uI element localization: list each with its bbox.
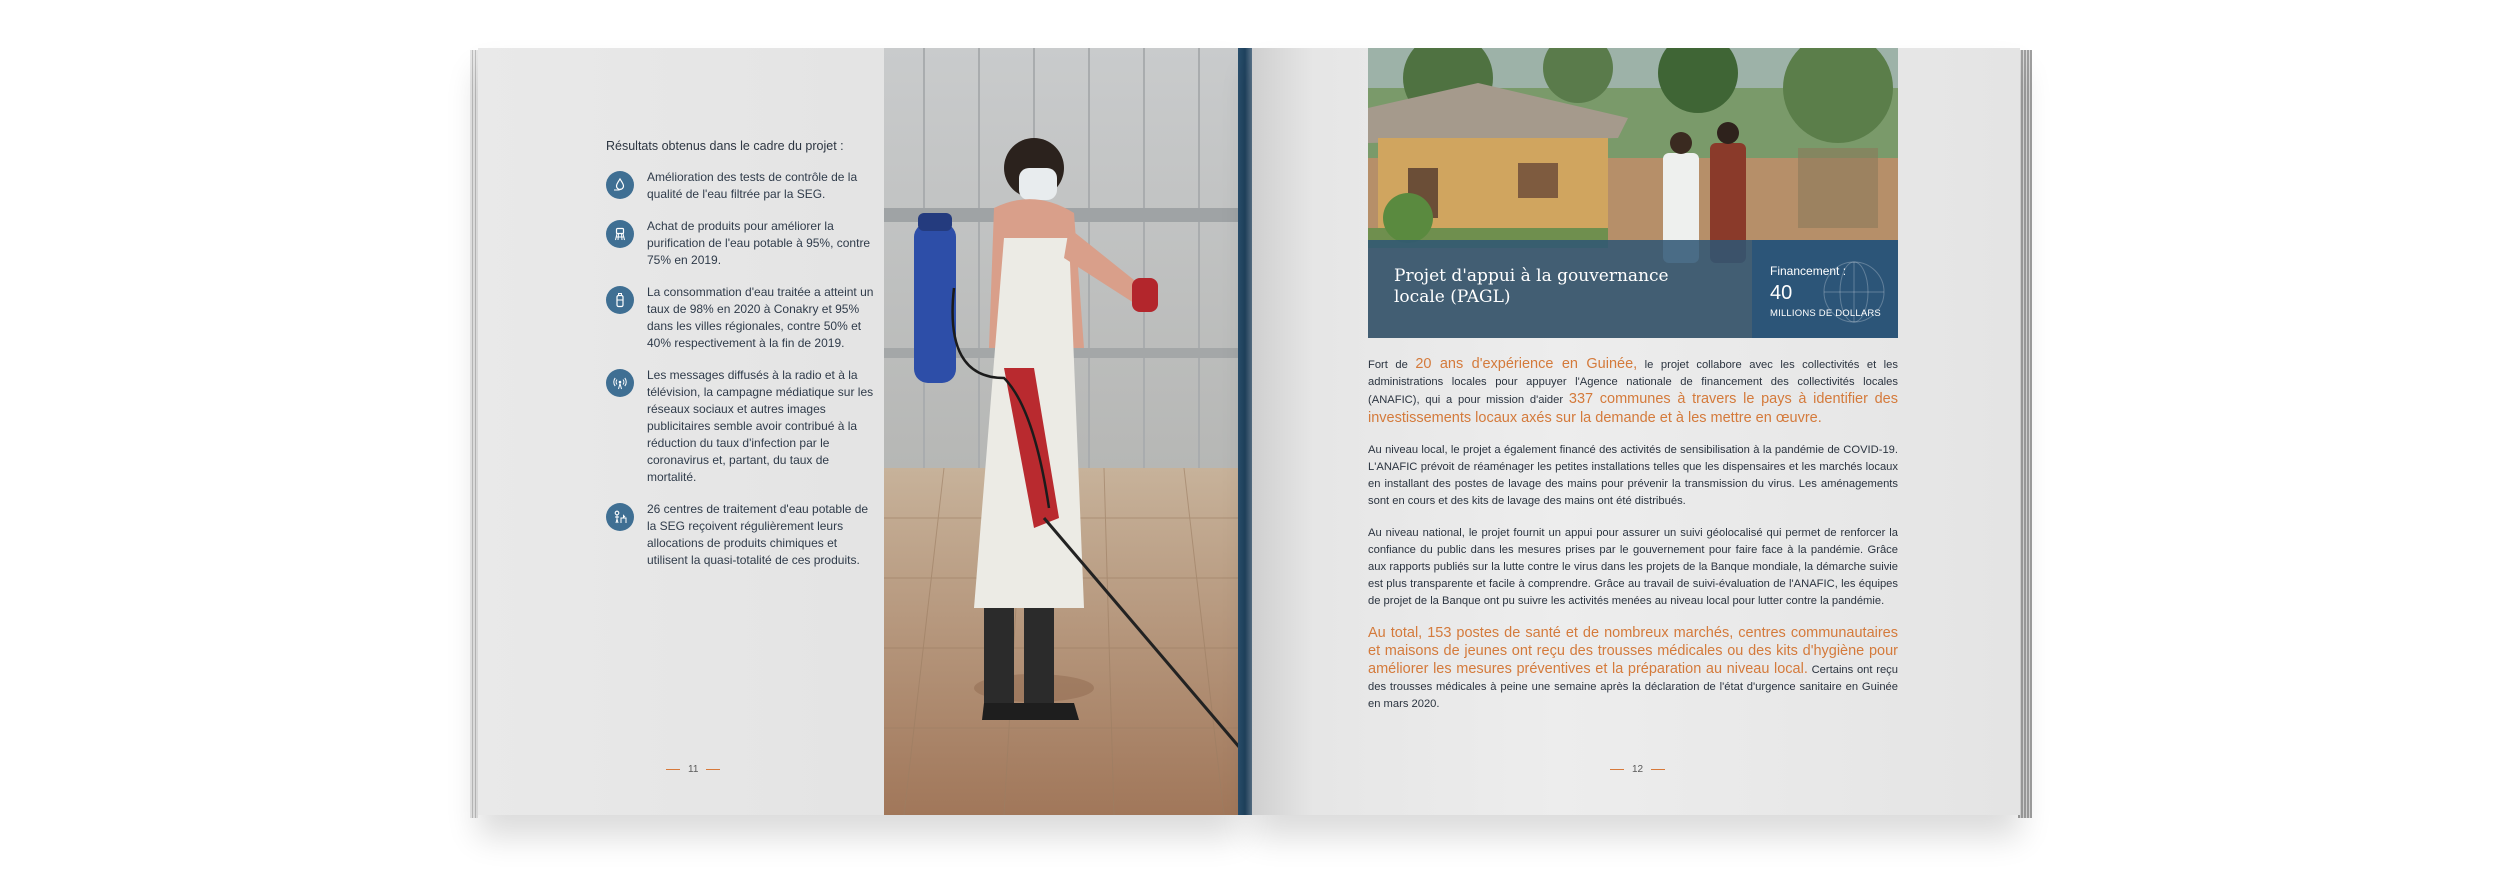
project-hero	[1368, 48, 1898, 338]
page-number: 11	[658, 764, 728, 775]
right-page	[1252, 48, 2020, 815]
result-text: La consommation d'eau traitée a atteint un taux de 98% en 2020 à Conakry et 95% dans les villes régionales, contre 50% et 40% respectivement à la fin de 2019.	[647, 285, 874, 350]
book-spine-gutter	[1238, 48, 1252, 815]
results-section	[606, 138, 876, 584]
result-item	[606, 367, 876, 486]
result-text: Les messages diffusés à la radio et à la télévision, la campagne médiatique sur les réseaux sociaux et autres images publicitaires semble avoir contribué à la réduction du taux d'infection par le coronavirus et, partant, du taux de mortalité.	[647, 368, 874, 484]
result-item	[606, 284, 876, 352]
treatment-center-icon	[606, 503, 634, 531]
results-heading: Résultats obtenus dans le cadre du projet :	[606, 139, 844, 153]
funding-box	[1752, 240, 1898, 338]
highlight-text: 20 ans d'expérience en Guinée,	[1415, 356, 1638, 372]
body-text	[1368, 356, 1898, 728]
funding-amount: 40	[1770, 282, 1793, 304]
funding-unit: MILLIONS DE DOLLARS	[1770, 308, 1881, 319]
sprayer-worker-photo	[884, 48, 1240, 815]
highlight-text: Au total, 153 postes de santé et de nombreux marchés, centres communautaires et maisons de jeunes ont reçu des trousses médicales ou des kits d'hygiène pour améliorer les mesures préventives et la préparation au niveau local.	[1368, 624, 1898, 678]
highlight-text: 337 communes à travers le pays à identifier des investissements locaux axés sur la demande et à les mettre en œuvre.	[1368, 391, 1898, 426]
paragraph-national-level: Au niveau national, le projet fournit un appui pour assurer un suivi géolocalisé qui permet de renforcer la confiance du public dans les mesures prises par le gouvernement pour faire face à la pandémie. Grâce aux rapports publiés sur la lutte contre le virus dans les projets de la Banque mondiale, la démarche suivie est plus transparente et facile à comprendre. Grâce au travail de suivi-évaluation de l'ANAFIC, les équipes de projet de la Banque ont pu suivre les activités menées au niveau local pour lutter contre la pandémie.	[1368, 526, 1898, 608]
broadcast-antenna-icon	[606, 369, 634, 397]
water-bottle-icon	[606, 286, 634, 314]
water-drop-hand-icon	[606, 171, 634, 199]
paragraph-local-level: Au niveau local, le projet a également financé des activités de sensibilisation à la pandémie de COVID-19. L'ANAFIC prévoit de réaménager les petites installations telles que les dispensaires et les marchés locaux en installant des postes de lavage des mains pour prévenir la transmission du virus. Les aménagements sont en cours et des kits de lavage des mains ont été distribués.	[1368, 443, 1898, 508]
funding-label: Financement :	[1770, 264, 1847, 278]
project-banner	[1368, 240, 1898, 338]
project-title: Projet d'appui à la gouvernance locale (PAGL)	[1394, 266, 1669, 307]
result-item	[606, 501, 876, 569]
paragraph-total: Au total, 153 postes de santé et de nombreux marchés, centres communautaires et maisons de jeunes ont reçu des trousses médicales ou des kits d'hygiène pour améliorer les mesures préventives et la préparation au niveau local. Certains ont reçu des trousses médicales à peine une semaine après la déclaration de l'état d'urgence sanitaire en Guinée en mars 2020.	[1368, 624, 1898, 711]
result-item	[606, 169, 876, 203]
book-page-stack-left	[470, 50, 478, 818]
left-page	[478, 48, 1240, 815]
water-tower-icon	[606, 220, 634, 248]
result-text: Amélioration des tests de contrôle de la qualité de l'eau filtrée par la SEG.	[647, 170, 858, 201]
result-item	[606, 218, 876, 269]
page-number: 12	[1602, 764, 1673, 775]
result-text: Achat de produits pour améliorer la purification de l'eau potable à 95%, contre 75% en 2019.	[647, 219, 871, 267]
paragraph-intro: Fort de 20 ans d'expérience en Guinée, le projet collabore avec les collectivités et les administrations locales pour appuyer l'Agence nationale de financement des collectivités locales (ANAFIC), qui a pour mission d'aider 337 communes à travers le pays à identifier des investissements locaux axés sur la demande et à les mettre en œuvre.	[1368, 356, 1898, 426]
book-page-stack-right	[2018, 50, 2032, 818]
result-text: 26 centres de traitement d'eau potable de la SEG reçoivent régulièrement leurs allocations de produits chimiques et utilisent la quasi-totalité de ces produits.	[647, 502, 869, 567]
